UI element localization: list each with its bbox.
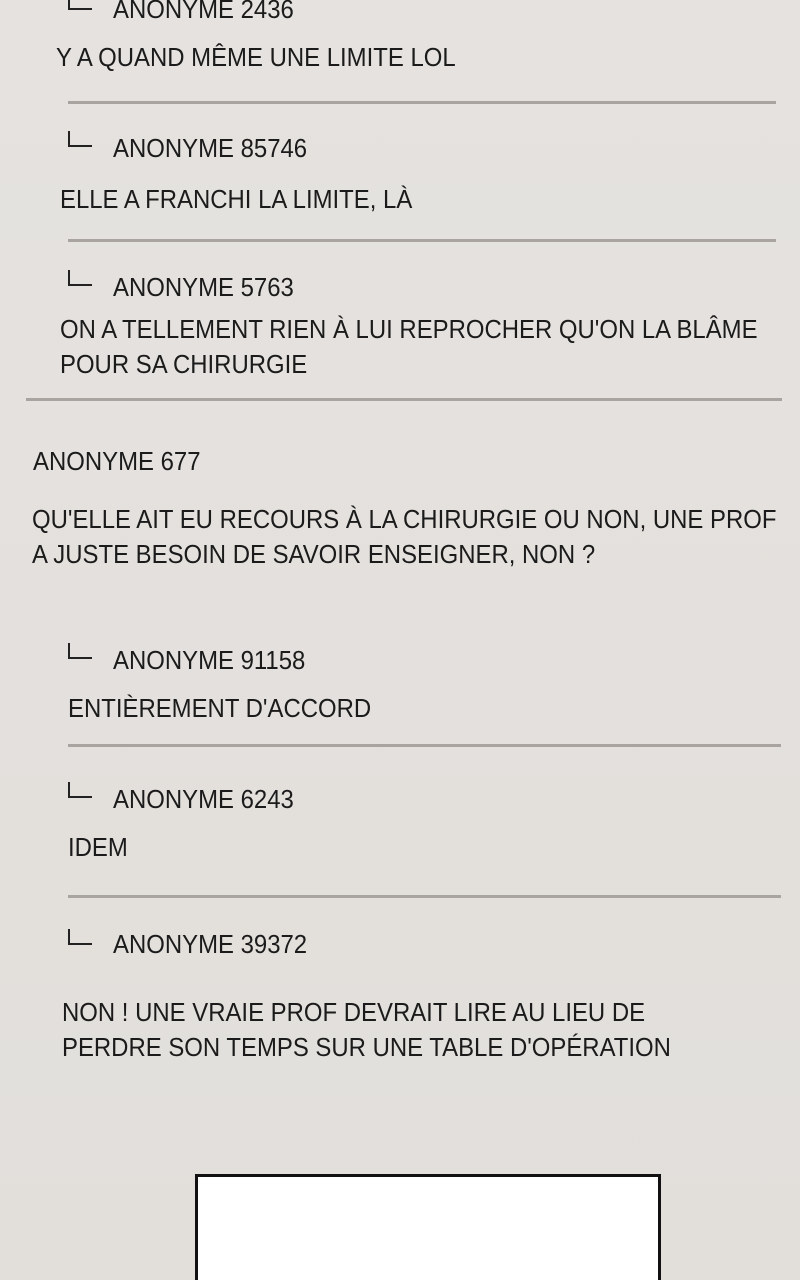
reply-corner-icon [68,643,92,659]
next-panel [195,1174,661,1280]
reply-divider [68,101,776,104]
reply-text-line: PERDRE SON TEMPS SUR UNE TABLE D'OPÉRATION [62,1032,671,1062]
reply-author: ANONYME 5763 [113,272,294,302]
reply-text: ENTIÈREMENT D'ACCORD [68,693,372,723]
reply-text-line: NON ! UNE VRAIE PROF DEVRAIT LIRE AU LIEU DE [62,997,646,1027]
comment-author: ANONYME 677 [33,446,201,476]
reply-text: ELLE A FRANCHI LA LIMITE, LÀ [60,184,413,214]
reply-text: Y A QUAND MÊME UNE LIMITE LOL [56,42,456,72]
comment-divider [26,398,782,401]
comment-text-line: A JUSTE BESOIN DE SAVOIR ENSEIGNER, NON ? [32,539,596,569]
reply-divider [68,744,781,747]
reply-corner-icon [68,782,92,798]
reply-corner-icon [68,0,92,10]
reply-divider [68,239,776,242]
reply-corner-icon [68,270,92,286]
reply-author: ANONYME 85746 [113,133,308,163]
reply-author: ANONYME 6243 [113,784,294,814]
reply-author: ANONYME 2436 [113,0,294,24]
reply-divider [68,895,781,898]
reply-corner-icon [68,131,92,147]
reply-text-line: POUR SA CHIRURGIE [60,349,308,379]
reply-corner-icon [68,929,92,945]
reply-author: ANONYME 39372 [113,929,308,959]
reply-author: ANONYME 91158 [113,645,306,675]
reply-text: IDEM [68,832,128,862]
comment-text-line: QU'ELLE AIT EU RECOURS À LA CHIRURGIE OU NON, UNE PROF [32,504,777,534]
reply-text-line: ON A TELLEMENT RIEN À LUI REPROCHER QU'ON LA BLÂME [60,314,758,344]
